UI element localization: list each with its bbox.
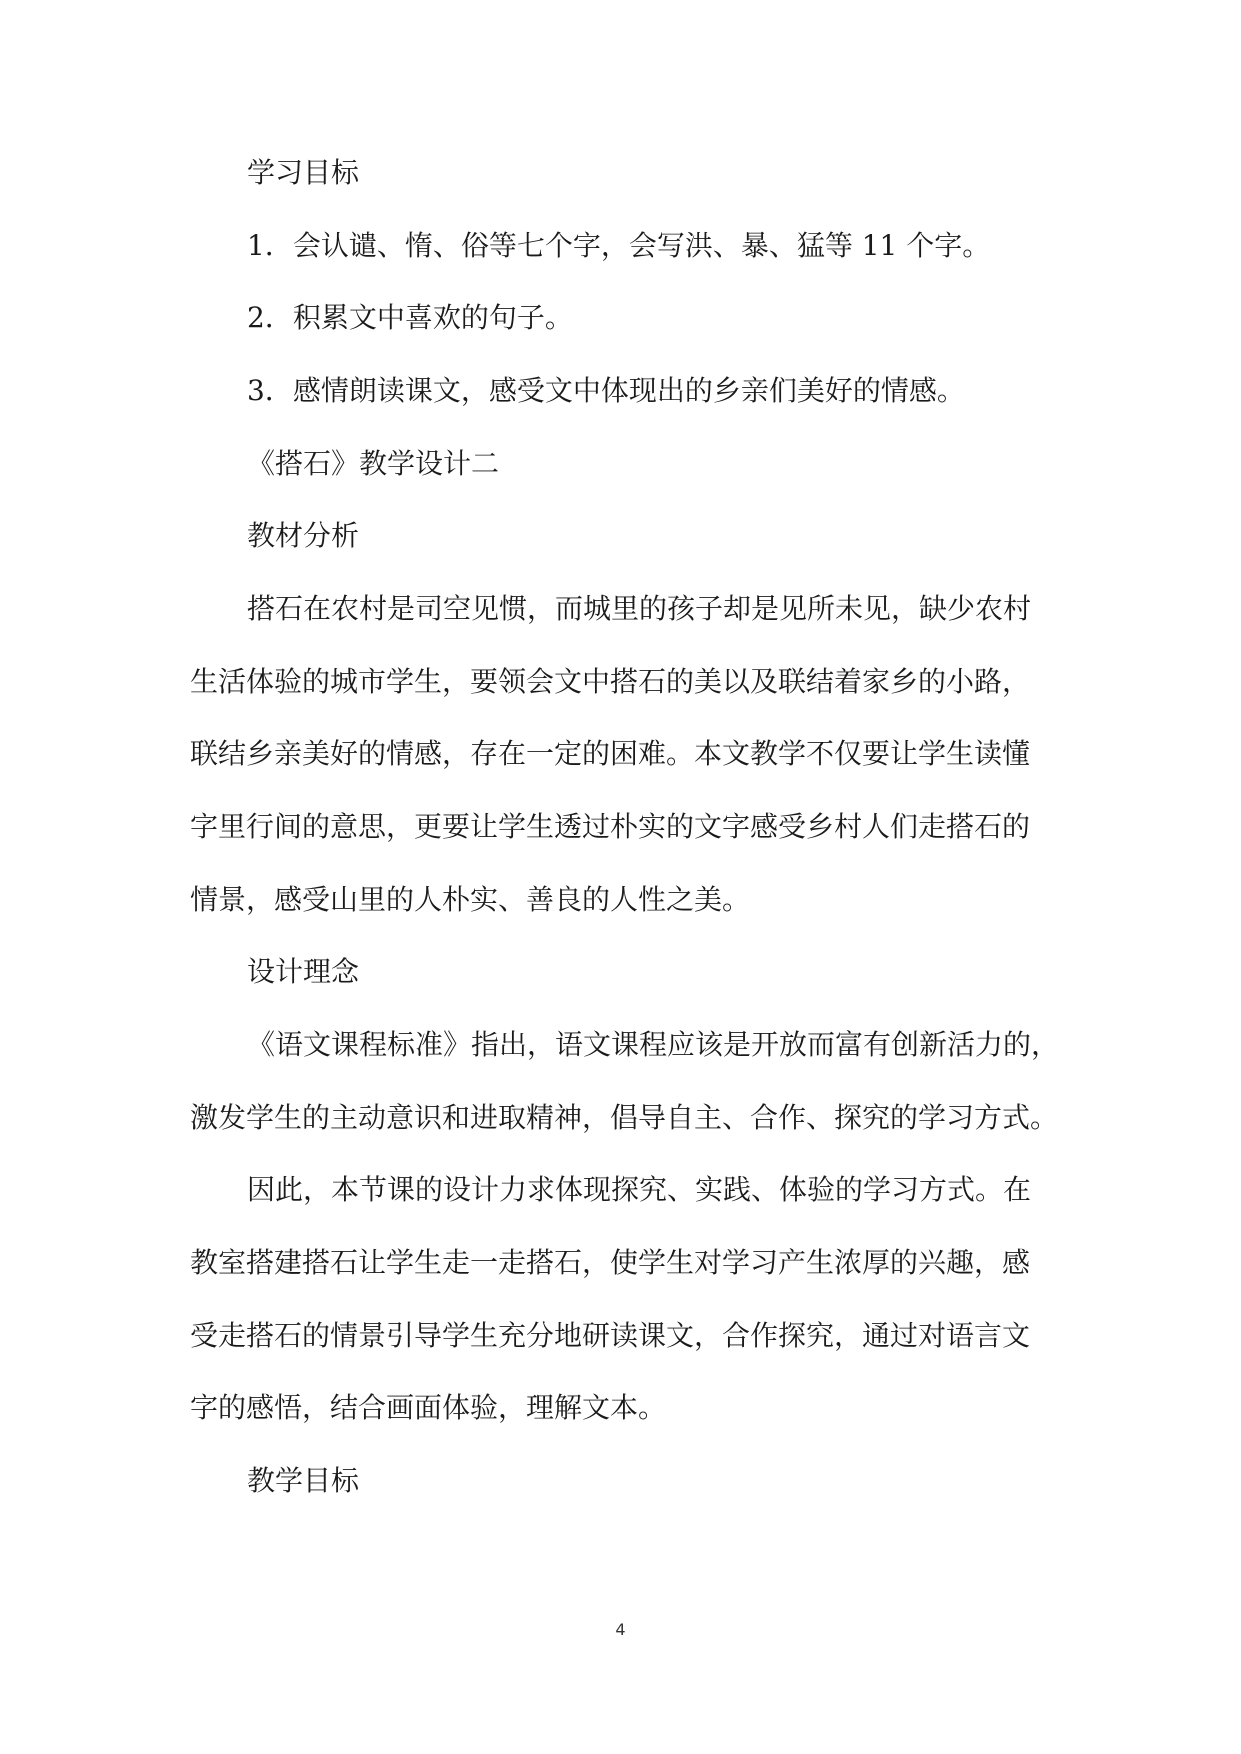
section-heading-concept: 设计理念 xyxy=(247,955,360,988)
paragraph-line: 生活体验的城市学生，要领会文中搭石的美以及联结着家乡的小路， xyxy=(190,665,1031,698)
page-number: 4 xyxy=(615,1620,626,1639)
paragraph-line: 联结乡亲美好的情感，存在一定的困难。本文教学不仅要让学生读懂 xyxy=(190,737,1031,770)
design-title: 《搭石》教学设计二 xyxy=(247,447,500,480)
section-heading-learning-goals: 学习目标 xyxy=(247,156,360,189)
paragraph-line: 字里行间的意思，更要让学生透过朴实的文字感受乡村人们走搭石的 xyxy=(190,810,1031,843)
goal-item-1: 1．会认谴、惰、俗等七个字，会写洪、暴、猛等 11 个字。 xyxy=(247,229,991,262)
goal-item-3: 3．感情朗读课文，感受文中体现出的乡亲们美好的情感。 xyxy=(247,374,965,407)
section-heading-teaching-goals: 教学目标 xyxy=(247,1464,360,1497)
paragraph-line: 搭石在农村是司空见惯，而城里的孩子却是见所未见，缺少农村 xyxy=(247,592,1032,625)
paragraph-line: 受走搭石的情景引导学生充分地研读课文，合作探究，通过对语言文 xyxy=(190,1319,1031,1352)
paragraph-line: 激发学生的主动意识和进取精神，倡导自主、合作、探究的学习方式。 xyxy=(190,1101,1059,1134)
paragraph-line: 字的感悟，结合画面体验，理解文本。 xyxy=(190,1391,667,1424)
paragraph-line: 情景，感受山里的人朴实、善良的人性之美。 xyxy=(190,883,751,916)
section-heading-material: 教材分析 xyxy=(247,519,360,552)
paragraph-line: 《语文课程标准》指出，语文课程应该是开放而富有创新活力的， xyxy=(247,1028,1060,1061)
paragraph-line: 教室搭建搭石让学生走一走搭石，使学生对学习产生浓厚的兴趣，感 xyxy=(190,1246,1031,1279)
paragraph-line: 因此，本节课的设计力求体现探究、实践、体验的学习方式。在 xyxy=(247,1173,1032,1206)
goal-item-2: 2．积累文中喜欢的句子。 xyxy=(247,301,573,334)
